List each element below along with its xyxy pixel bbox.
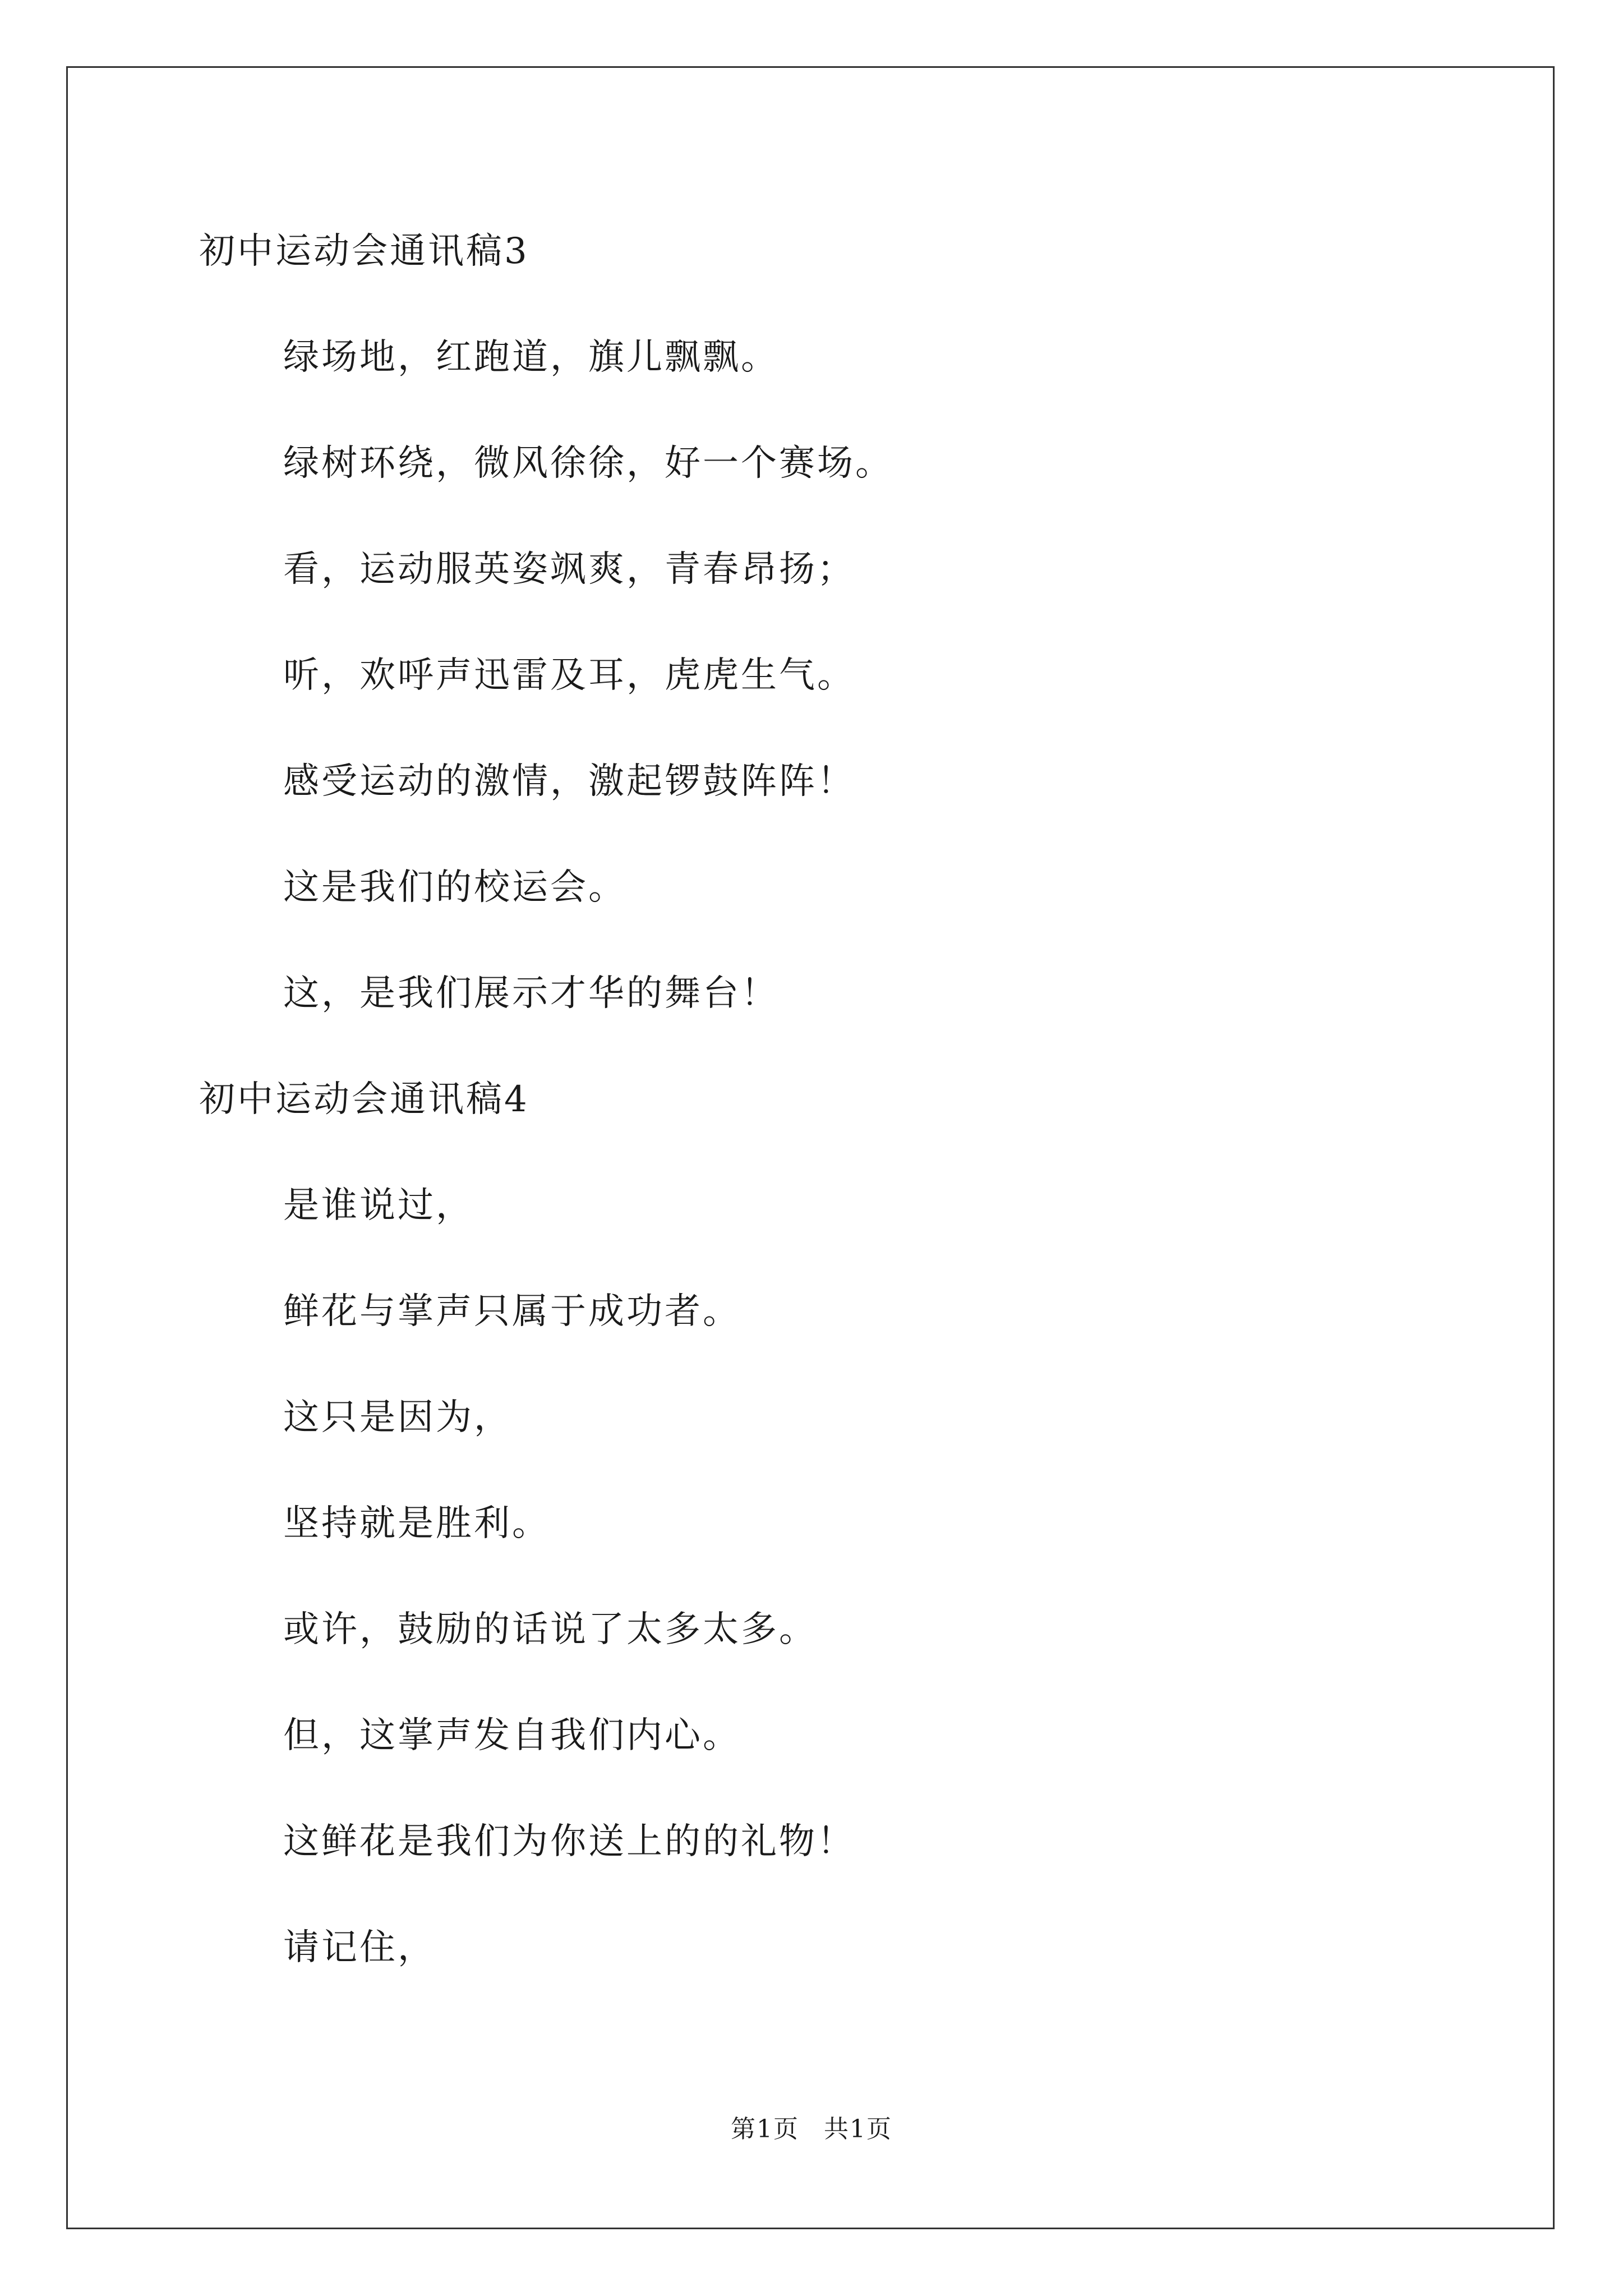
paragraph: 是谁说过，: [283, 1185, 474, 1226]
paragraph: 听，欢呼声迅雷及耳，虎虎生气。: [283, 655, 855, 696]
page-border: [66, 66, 1555, 2229]
paragraph: 这鲜花是我们为你送上的的礼物！: [283, 1821, 855, 1862]
section-heading: 初中运动会通讯稿3: [199, 231, 529, 272]
paragraph: 坚持就是胜利。: [283, 1503, 550, 1544]
paragraph: 鲜花与掌声只属于成功者。: [283, 1291, 741, 1332]
paragraph: 绿树环绕，微风徐徐，好一个赛场。: [283, 443, 893, 484]
page-footer: [0, 2114, 1623, 2145]
paragraph: 这，是我们展示才华的舞台！: [283, 973, 779, 1014]
paragraph: 或许，鼓励的话说了太多太多。: [283, 1609, 817, 1650]
paragraph: 这只是因为，: [283, 1397, 512, 1438]
paragraph: 看，运动服英姿飒爽，青春昂扬；: [283, 549, 855, 590]
section-heading: 初中运动会通讯稿4: [199, 1079, 529, 1120]
paragraph: 这是我们的校运会。: [283, 867, 626, 908]
page-number-total: 共1页: [824, 2115, 892, 2143]
page-number-current: 第1页: [731, 2115, 799, 2143]
paragraph: 请记住，: [283, 1927, 436, 1968]
paragraph: 绿场地，红跑道，旗儿飘飘。: [283, 337, 779, 378]
paragraph: 感受运动的激情，激起锣鼓阵阵！: [283, 761, 855, 802]
paragraph: 但，这掌声发自我们内心。: [283, 1715, 741, 1756]
